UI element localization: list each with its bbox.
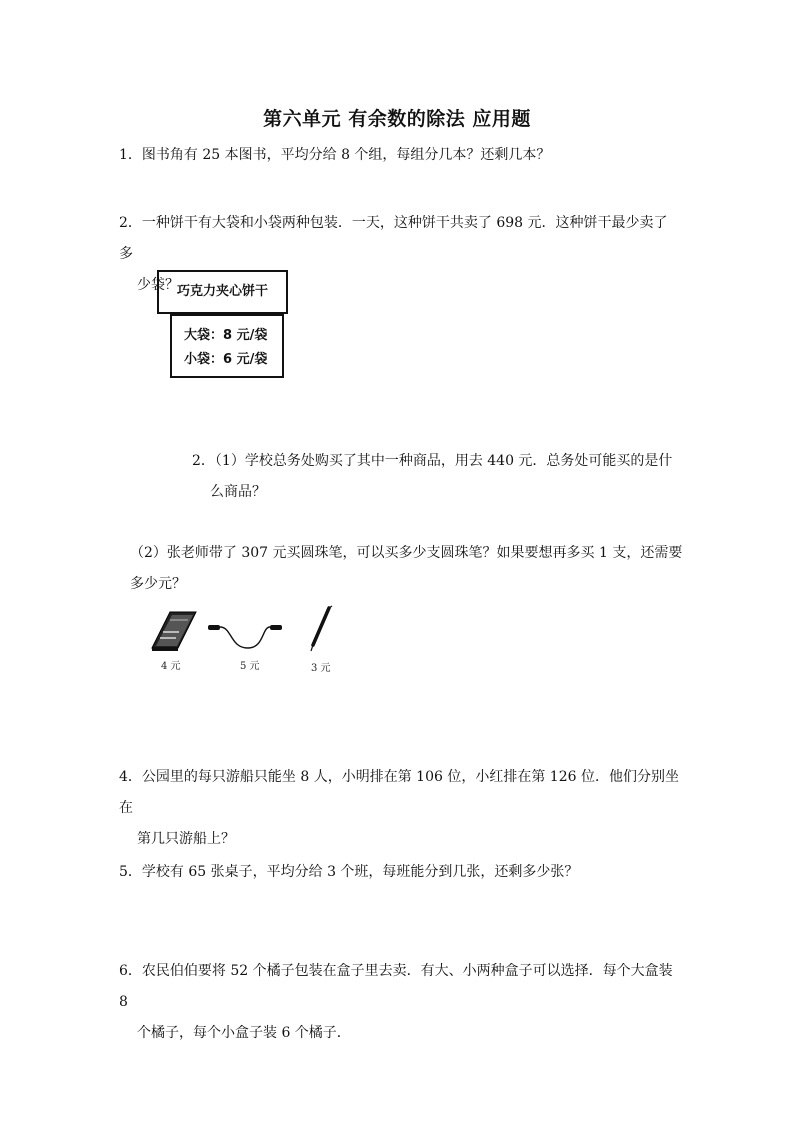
question-4 xyxy=(119,762,684,855)
pen-icon xyxy=(305,605,335,653)
question-2-line-2: 少袋？ xyxy=(137,277,179,293)
question-3-part-2 xyxy=(130,538,690,600)
jump-rope-icon xyxy=(206,614,286,654)
question-6-line-1: 6．农民伯伯要将 52 个橘子包装在盒子里去卖．有大、小两种盒子可以选择．每个大盒装 8 xyxy=(119,963,673,1010)
question-3-part-1-line-2: 么商品？ xyxy=(210,484,266,500)
notebook-icon xyxy=(148,608,200,652)
biscuit-price-board xyxy=(170,314,284,378)
pen-price: 3 元 xyxy=(311,663,331,674)
jump-rope-price: 5 元 xyxy=(240,661,260,672)
question-6 xyxy=(119,956,684,1049)
question-3-part-2-line-1: （2）张老师带了 307 元买圆珠笔，可以买多少支圆珠笔？如果要想再多买 1 支，还需要 xyxy=(130,545,683,561)
small-bag-price: 小袋：6 元/袋 xyxy=(184,352,268,367)
question-4-line-2: 第几只游船上？ xyxy=(137,831,235,847)
page-title: 第六单元 有余数的除法 应用题 xyxy=(263,108,531,130)
question-1: 1．图书角有 25 本图书，平均分给 8 个组，每组分几本？还剩几本？ xyxy=(119,147,551,163)
question-3-part-1-line-1: 2．（1）学校总务处购买了其中一种商品，用去 440 元．总务处可能买的是什 xyxy=(192,453,673,469)
question-3-part-1 xyxy=(192,446,682,508)
notebook-price: 4 元 xyxy=(161,661,181,672)
question-6-line-2: 个橘子，每个小盒子装 6 个橘子． xyxy=(137,1025,351,1041)
question-3-part-2-line-2: 多少元？ xyxy=(130,576,186,592)
large-bag-price: 大袋：8 元/袋 xyxy=(184,328,268,343)
biscuit-sign-title: 巧克力夹心饼干 xyxy=(157,270,288,314)
question-5: 5．学校有 65 张桌子，平均分给 3 个班，每班能分到几张，还剩多少张？ xyxy=(119,864,579,880)
question-2-line-1: 2．一种饼干有大袋和小袋两种包装．一天，这种饼干共卖了 698 元．这种饼干最少卖了多 xyxy=(119,215,668,262)
question-4-line-1: 4．公园里的每只游船只能坐 8 人，小明排在第 106 位，小红排在第 126 位．他们分别坐在 xyxy=(119,769,679,816)
